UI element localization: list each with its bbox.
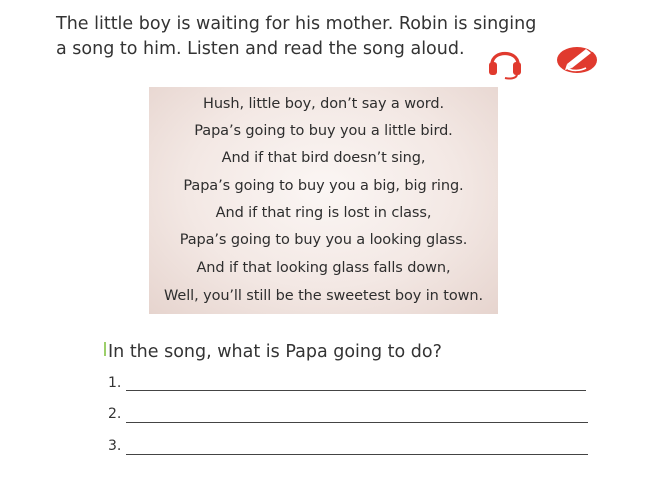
song-line-5: And if that ring is lost in class, bbox=[215, 205, 432, 221]
answer-number-1: 1. bbox=[108, 375, 122, 391]
song-line-4: Papa’s going to buy you a big, big ring. bbox=[183, 178, 464, 194]
song-line-7: And if that looking glass falls down, bbox=[196, 260, 451, 276]
headphones-icon[interactable] bbox=[487, 42, 523, 80]
instructions bbox=[56, 12, 537, 62]
answer-number-2: 2. bbox=[108, 406, 122, 422]
answer-line-3[interactable] bbox=[126, 454, 588, 455]
instructions-line-1: The little boy is waiting for his mother. Robin is singing bbox=[56, 14, 537, 34]
song-line-1: Hush, little boy, don’t say a word. bbox=[203, 96, 444, 112]
answer-number-3: 3. bbox=[108, 438, 122, 454]
song-line-6: Papa’s going to buy you a looking glass. bbox=[179, 232, 468, 248]
song-line-2: Papa’s going to buy you a little bird. bbox=[194, 123, 453, 139]
margin-mark bbox=[104, 342, 106, 356]
question-text: In the song, what is Papa going to do? bbox=[108, 342, 442, 362]
pencil-icon[interactable] bbox=[556, 40, 602, 76]
instructions-line-2: a song to him. Listen and read the song aloud. bbox=[56, 39, 465, 59]
answer-line-1[interactable] bbox=[126, 390, 586, 391]
song-box bbox=[149, 87, 498, 314]
answer-line-2[interactable] bbox=[126, 422, 588, 423]
song-line-3: And if that bird doesn’t sing, bbox=[221, 150, 426, 166]
song-line-8: Well, you’ll still be the sweetest boy in town. bbox=[164, 288, 483, 304]
